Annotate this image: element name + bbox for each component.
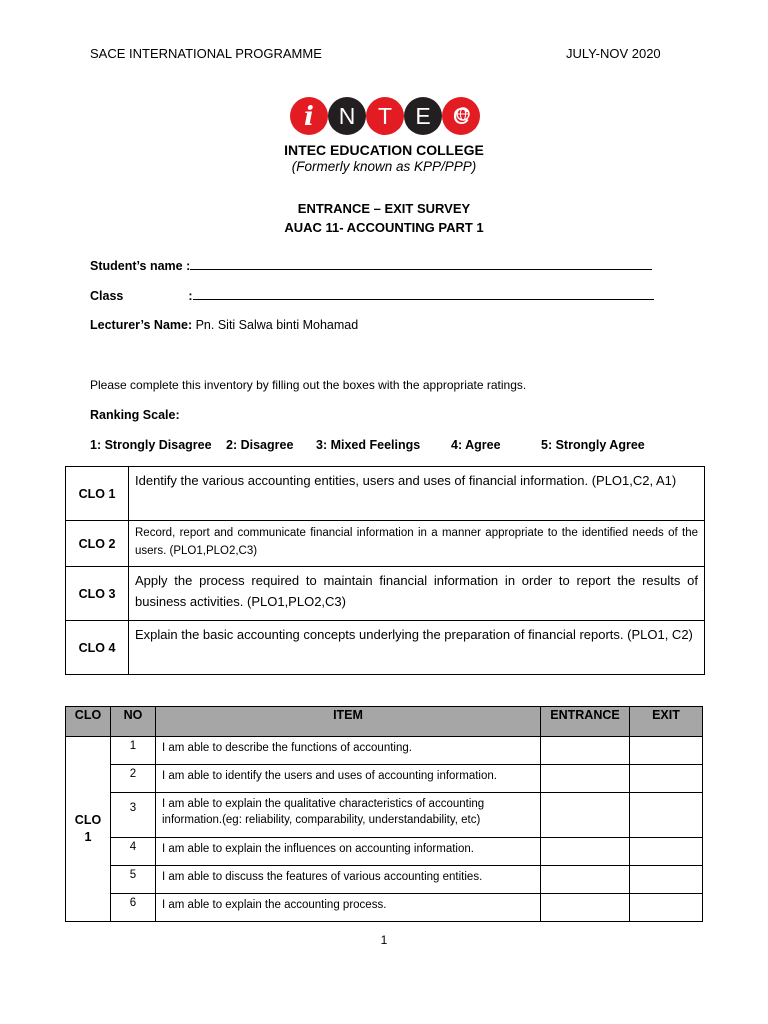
header-item: ITEM	[156, 707, 541, 737]
clo-group-label	[66, 737, 111, 922]
ranking-title: Ranking Scale:	[90, 408, 180, 422]
clo-row	[66, 521, 705, 567]
entrance-rating-cell[interactable]	[541, 866, 630, 894]
survey-table	[65, 706, 703, 922]
table-row	[66, 737, 703, 765]
header-no: NO	[111, 707, 156, 737]
logo-letter-n: N	[338, 103, 356, 129]
item-number: 3	[111, 793, 156, 838]
scale-3: 3: Mixed Feelings	[316, 438, 421, 452]
item-number: 5	[111, 866, 156, 894]
item-number: 4	[111, 838, 156, 866]
class-line[interactable]	[193, 288, 654, 300]
instructions: Please complete this inventory by filling out the boxes with the appropriate ratings.	[90, 378, 527, 392]
clo-table	[65, 466, 705, 675]
logo-letter-c: C	[452, 103, 470, 129]
student-name-label: Student’s name :	[90, 259, 191, 273]
header-program: SACE INTERNATIONAL PROGRAMME	[90, 46, 322, 61]
logo-letter-t: T	[377, 103, 393, 129]
entrance-rating-cell[interactable]	[541, 894, 630, 922]
class-label: Class	[90, 289, 124, 303]
intec-logo	[289, 96, 481, 136]
survey-title: ENTRANCE – EXIT SURVEY	[297, 201, 471, 216]
table-row	[66, 793, 703, 838]
clo-row	[66, 467, 705, 521]
clo-description: Record, report and communicate financial information in a manner appropriate to the identified needs of the users. (PLO1,PLO2,C3)	[129, 521, 705, 567]
college-name: INTEC EDUCATION COLLEGE	[284, 142, 484, 158]
entrance-rating-cell[interactable]	[541, 765, 630, 793]
exit-rating-cell[interactable]	[630, 737, 703, 765]
exit-rating-cell[interactable]	[630, 838, 703, 866]
item-text: I am able to identify the users and uses of accounting information.	[156, 765, 541, 793]
lecturer-field	[90, 318, 358, 332]
scale-2: 2: Disagree	[226, 438, 294, 452]
header-date: JULY-NOV 2020	[566, 46, 661, 61]
scale-4: 4: Agree	[451, 438, 501, 452]
clo-code: CLO 2	[66, 521, 129, 567]
college-former-name: (Formerly known as KPP/PPP)	[291, 159, 477, 174]
header-clo: CLO	[66, 707, 111, 737]
lecturer-value: Pn. Siti Salwa binti Mohamad	[192, 318, 359, 332]
table-row	[66, 838, 703, 866]
clo-group-label-number: 1	[84, 830, 92, 844]
student-name-line[interactable]	[190, 258, 652, 270]
clo-code: CLO 3	[66, 567, 129, 621]
item-text: I am able to explain the accounting process.	[156, 894, 541, 922]
entrance-rating-cell[interactable]	[541, 793, 630, 838]
exit-rating-cell[interactable]	[630, 894, 703, 922]
clo-code: CLO 4	[66, 621, 129, 675]
clo-row	[66, 621, 705, 675]
item-text: I am able to explain the qualitative characteristics of accounting information.(eg: reliability, comparability, understandability, etc)	[156, 793, 541, 838]
clo-group-label-text: CLO	[74, 813, 102, 827]
class-colon: :	[188, 289, 193, 303]
item-number: 2	[111, 765, 156, 793]
header-entrance: ENTRANCE	[541, 707, 630, 737]
exit-rating-cell[interactable]	[630, 765, 703, 793]
table-row	[66, 894, 703, 922]
item-number: 6	[111, 894, 156, 922]
clo-code: CLO 1	[66, 467, 129, 521]
clo-description: Identify the various accounting entities, users and uses of financial information. (PLO1,C2, A1)	[129, 467, 705, 521]
page-number: 1	[380, 933, 388, 947]
clo-description: Explain the basic accounting concepts underlying the preparation of financial reports. (PLO1, C2)	[129, 621, 705, 675]
table-row	[66, 866, 703, 894]
scale-1: 1: Strongly Disagree	[90, 438, 212, 452]
course-title: AUAC 11- ACCOUNTING PART 1	[284, 220, 484, 235]
item-text: I am able to describe the functions of accounting.	[156, 737, 541, 765]
lecturer-label: Lecturer’s Name:	[90, 318, 193, 332]
exit-rating-cell[interactable]	[630, 793, 703, 838]
entrance-rating-cell[interactable]	[541, 838, 630, 866]
item-text: I am able to explain the influences on accounting information.	[156, 838, 541, 866]
entrance-rating-cell[interactable]	[541, 737, 630, 765]
item-text: I am able to discuss the features of various accounting entities.	[156, 866, 541, 894]
scale-5: 5: Strongly Agree	[541, 438, 645, 452]
clo-description: Apply the process required to maintain financial information in order to report the results of business activities. (PLO1,PLO2,C3)	[129, 567, 705, 621]
class-field[interactable]	[90, 288, 654, 303]
item-number: 1	[111, 737, 156, 765]
table-row	[66, 765, 703, 793]
header-exit: EXIT	[630, 707, 703, 737]
clo-row	[66, 567, 705, 621]
student-name-field[interactable]	[90, 258, 652, 273]
logo-letter-e: E	[415, 103, 431, 129]
logo-letter-i: i	[304, 102, 314, 132]
survey-header-row	[66, 707, 703, 737]
exit-rating-cell[interactable]	[630, 866, 703, 894]
